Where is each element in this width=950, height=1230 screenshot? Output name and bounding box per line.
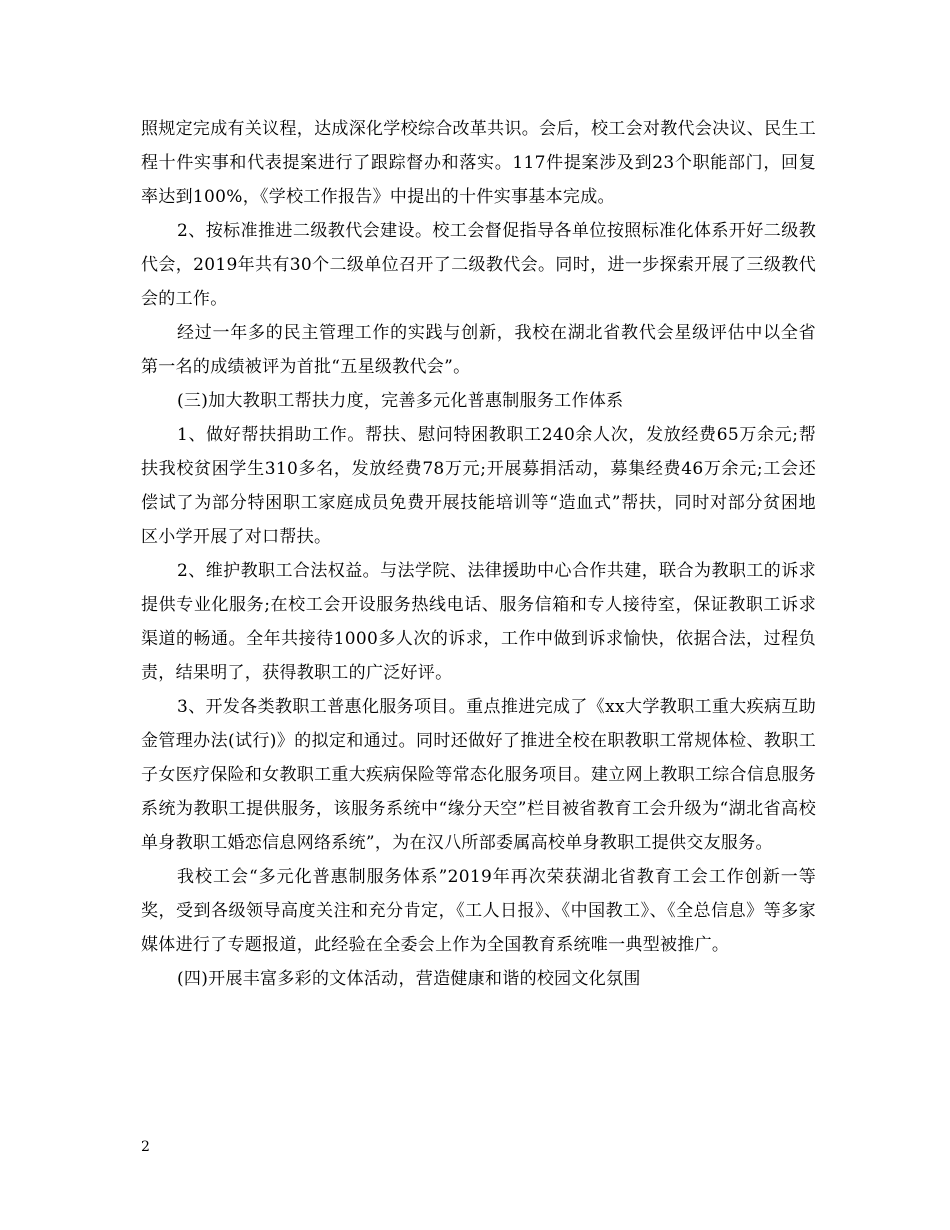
paragraph-item-2-rights: 2、维护教职工合法权益。与法学院、法律援助中心合作共建，联合为教职工的诉求提供专业化服务;在校工会开设服务热线电话、服务信箱和专人接待室，保证教职工诉求渠道的畅通。全年共接待1000多人次的诉求，工作中做到诉求愉快，依据合法，过程负责，结果明了，获得教职工的广泛好评。 (141, 561, 816, 683)
paragraph-award: 我校工会“多元化普惠制服务体系”2019年再次荣获湖北省教育工会工作创新一等奖，受到各级领导高度关注和充分肯定，《工人日报》、《中国教工》、《全总信息》等多家媒体进行了专题报道，此经验在全委会上作为全国教育系统唯一典型被推广。 (141, 867, 816, 955)
paragraph-continuation: 照规定完成有关议程，达成深化学校综合改革共识。会后，校工会对教代会决议、民生工程十件实事和代表提案进行了跟踪督办和落实。117件提案涉及到23个职能部门，回复率达到100%，《学校工作报告》中提出的十件实事基本完成。 (141, 119, 816, 207)
paragraph-five-star-congress: 经过一年多的民主管理工作的实践与创新，我校在湖北省教代会星级评估中以全省第一名的成绩被评为首批“五星级教代会”。 (141, 323, 816, 377)
document-body (141, 112, 816, 996)
section-heading-4: (四)开展丰富多彩的文体活动，营造健康和谐的校园文化氛围 (177, 969, 641, 989)
section-heading-3: (三)加大教职工帮扶力度，完善多元化普惠制服务工作体系 (177, 391, 624, 411)
paragraph-item-1-assistance: 1、做好帮扶捐助工作。帮扶、慰问特困教职工240余人次，发放经费65万余元;帮扶我校贫困学生310多名，发放经费78万元;开展募捐活动，募集经费46万余元;工会还偿试了为部分特困职工家庭成员免费开展技能培训等“造血式”帮扶，同时对部分贫困地区小学开展了对口帮扶。 (141, 425, 816, 547)
page-number: 2 (141, 1139, 150, 1155)
paragraph-item-2-congress: 2、按标准推进二级教代会建设。校工会督促指导各单位按照标准化体系开好二级教代会，2019年共有30个二级单位召开了二级教代会。同时，进一步探索开展了三级教代会的工作。 (141, 221, 816, 309)
paragraph-item-3-services: 3、开发各类教职工普惠化服务项目。重点推进完成了《xx大学教职工重大疾病互助金管理办法(试行)》的拟定和通过。同时还做好了推进全校在职教职工常规体检、教职工子女医疗保险和女教职工重大疾病保险等常态化服务项目。建立网上教职工综合信息服务系统为教职工提供服务，该服务系统中“缘分天空”栏目被省教育工会升级为“湖北省高校单身教职工婚恋信息网络系统”，为在汉八所部委属高校单身教职工提供交友服务。 (141, 697, 816, 853)
